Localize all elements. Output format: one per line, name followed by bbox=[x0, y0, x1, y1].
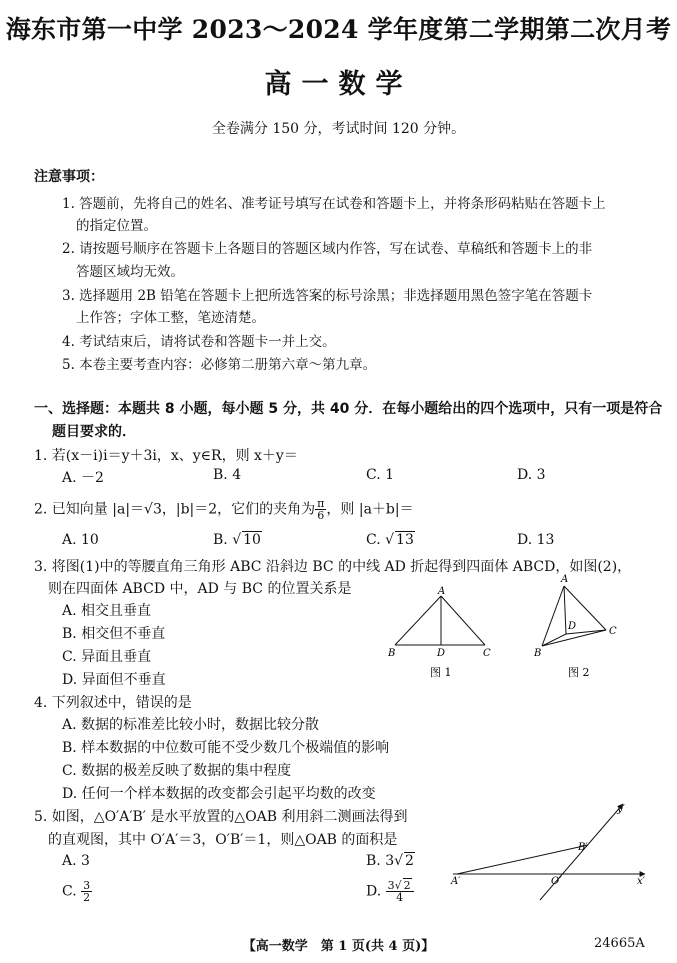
q2-stem-before: 2. 已知向量 |a|＝√3，|b|＝2，它们的夹角为 bbox=[34, 501, 316, 518]
q3-option-b: B. 相交但不垂直 bbox=[62, 626, 166, 642]
q5-option-b: B. 3√ 2 bbox=[366, 853, 414, 869]
q2-option-c: C. √ 13 bbox=[366, 532, 414, 548]
question-1-stem: 1. 若(x－i)i＝y＋3i，x、y∈R，则 x＋y＝ bbox=[34, 448, 298, 464]
q1-option-c: C. 1 bbox=[366, 467, 395, 483]
label-o-prime: O′ bbox=[551, 876, 562, 887]
q4-option-c: C. 数据的极差反映了数据的集中程度 bbox=[62, 763, 292, 779]
notice-item: 上作答；字体工整，笔迹清楚。 bbox=[76, 310, 265, 326]
q2-option-b: B. √ 10 bbox=[213, 532, 261, 548]
numerator-radicand: 2 bbox=[403, 879, 411, 892]
fraction-denominator: 4 bbox=[396, 891, 404, 904]
q5-option-d-fraction bbox=[386, 880, 414, 903]
q3-option-c: C. 异面且垂直 bbox=[62, 649, 152, 665]
q2-option-b-label: B. bbox=[213, 532, 233, 548]
q5-option-c-fraction bbox=[81, 880, 92, 903]
notice-item: 3. 选择题用 2B 铅笔在答题卡上把所选答案的标号涂黑；非选择题用黑色签字笔在答题卡 bbox=[62, 288, 593, 304]
edge-ad bbox=[564, 586, 566, 634]
q1-option-d: D. 3 bbox=[517, 467, 546, 483]
q2-option-c-label: C. bbox=[366, 532, 386, 548]
q5-option-c-label: C. bbox=[62, 883, 82, 900]
figure-1-triangle bbox=[380, 586, 500, 686]
q5-option-a: A. 3 bbox=[62, 853, 90, 869]
exam-title: 海东市第一中学 2023～2024 学年度第二学期第二次月考 bbox=[5, 15, 672, 44]
fraction-numerator: 3 bbox=[83, 879, 91, 892]
fig1-label-a: A bbox=[438, 586, 446, 597]
q4-option-d: D. 任何一个样本数据的改变都会引起平均数的改变 bbox=[62, 786, 376, 802]
q5-option-b-label: B. 3 bbox=[366, 853, 395, 869]
section-heading: 一、选择题：本题共 8 小题，每小题 5 分，共 40 分．在每小题给出的四个选项中，只有一项是符合 bbox=[34, 401, 663, 417]
question-5-line2: 的直观图，其中 O′A′＝3，O′B′＝1，则△OAB 的面积是 bbox=[48, 832, 398, 848]
notice-heading: 注意事项： bbox=[34, 169, 104, 185]
edge-bc bbox=[542, 630, 606, 646]
question-3-line1: 3. 将图(1)中的等腰直角三角形 ABC 沿斜边 BC 的中线 AD 折起得到四面体 ABCD，如图(2)， bbox=[34, 559, 632, 575]
notice-item: 4. 考试结束后，请将试卷和答题卡一并上交。 bbox=[62, 334, 336, 350]
q2-angle-fraction bbox=[315, 498, 326, 521]
q4-option-b: B. 样本数据的中位数可能不受少数几个极端值的影响 bbox=[62, 740, 390, 756]
q2-option-b-radicand: 10 bbox=[243, 532, 261, 548]
edge-ac bbox=[441, 596, 485, 645]
label-y-prime: y′ bbox=[617, 804, 625, 815]
notice-item: 1. 答题前，先将自己的姓名、准考证号填写在试卷和答题卡上，并将条形码粘贴在答题卡上 bbox=[62, 196, 606, 212]
score-info: 全卷满分 150 分，考试时间 120 分钟。 bbox=[211, 121, 466, 137]
fig2-label-c: C bbox=[609, 626, 617, 637]
q1-option-a: A. －2 bbox=[62, 470, 104, 486]
q2-stem-after: ，则 |a＋b|＝ bbox=[326, 501, 414, 518]
label-b-prime: B′ bbox=[578, 842, 588, 853]
page-footer: 【高一数学 第 1 页(共 4 页)】 bbox=[242, 939, 435, 954]
q3-option-a: A. 相交且垂直 bbox=[62, 603, 152, 619]
section-heading-cont: 题目要求的． bbox=[52, 424, 136, 440]
notice-item: 5. 本卷主要考查内容：必修第二册第六章～第九章。 bbox=[62, 357, 377, 373]
fig1-label-d: D bbox=[437, 648, 446, 659]
question-4-stem: 4. 下列叙述中，错误的是 bbox=[34, 695, 192, 711]
fraction-denominator: 6 bbox=[317, 509, 325, 522]
q2-option-a: A. 10 bbox=[62, 532, 99, 548]
q1-option-b: B. 4 bbox=[213, 467, 242, 483]
label-x-prime: x′ bbox=[637, 876, 645, 887]
fig1-caption: 图 1 bbox=[430, 666, 452, 679]
edge-ab bbox=[395, 596, 441, 645]
figure-2-tetrahedron bbox=[530, 572, 630, 682]
q5-option-b-radicand: 2 bbox=[405, 853, 414, 869]
q5-option-d-label: D. bbox=[366, 883, 386, 900]
fraction-numerator: π bbox=[317, 497, 325, 510]
figure-q5-oblique-drawing bbox=[445, 800, 655, 905]
q5-option-d bbox=[366, 880, 414, 903]
fraction-denominator: 2 bbox=[83, 891, 91, 904]
fig1-label-b: B bbox=[388, 648, 396, 659]
paper-code: 24665A bbox=[594, 936, 645, 951]
fig2-label-d: D bbox=[568, 621, 577, 632]
fig2-label-b: B bbox=[534, 648, 542, 659]
question-2-stem bbox=[34, 498, 414, 521]
notice-item: 的指定位置。 bbox=[76, 218, 157, 234]
q2-option-d: D. 13 bbox=[517, 532, 555, 548]
q5-option-c bbox=[62, 880, 92, 903]
q4-option-a: A. 数据的标准差比较小时，数据比较分散 bbox=[62, 717, 320, 733]
fig2-label-a: A bbox=[561, 574, 569, 585]
question-5-line1: 5. 如图，△O′A′B′ 是水平放置的△OAB 利用斜二测画法得到 bbox=[34, 809, 408, 825]
subject-title: 高一数学 bbox=[264, 69, 413, 100]
fig1-label-c: C bbox=[483, 648, 491, 659]
notice-item: 答题区域均无效。 bbox=[76, 264, 184, 280]
q3-option-d: D. 异面但不垂直 bbox=[62, 672, 166, 688]
fraction-numerator: 3√ 2 bbox=[386, 880, 414, 892]
fig2-caption: 图 2 bbox=[568, 666, 590, 679]
segment-a-b bbox=[457, 845, 588, 874]
notice-item: 2. 请按题号顺序在答题卡上各题目的答题区域内作答，写在试卷、草稿纸和答题卡上的非 bbox=[62, 241, 593, 257]
q2-option-c-radicand: 13 bbox=[396, 532, 414, 548]
question-3-line2: 则在四面体 ABCD 中，AD 与 BC 的位置关系是 bbox=[48, 581, 352, 597]
label-a-prime: A′ bbox=[451, 876, 461, 887]
numerator-coefficient: 3 bbox=[387, 879, 395, 892]
